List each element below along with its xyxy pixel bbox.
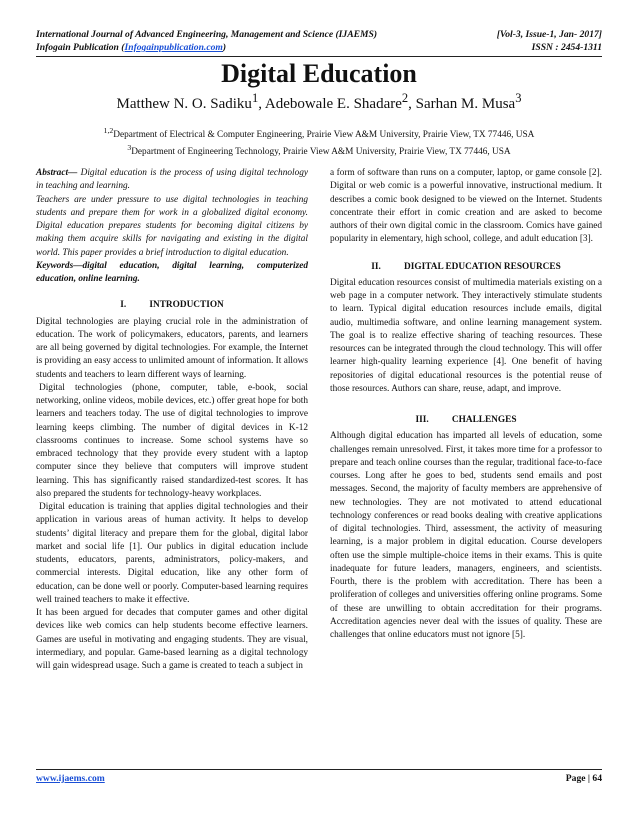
paragraph: Digital education is training that applies digital technologies and their application in various areas of human activity. It helps to develop students’ digital literacy and prepare them for the global, digital labor market and social life [1]. Our publics in digital education include students, educators, parents, administrators, policy-makers, and commercial interests. Digital education, like any other form of education, can be done well or poorly. Computer-based learning requires well trained teachers to make it effective. bbox=[36, 502, 308, 605]
section-heading-challenges: III. CHALLENGES bbox=[415, 415, 517, 426]
publisher: Infogain Publication (Infogainpublication.com) bbox=[36, 42, 227, 53]
paragraph: Although digital education has imparted all levels of education, some challenges remain unresolved. First, it takes more time for a professor to prepare and teach online courses than the regular, traditional face-to-face courses. Long after he goes to bed, students send emails and post messages. Second, the majority of faculty members are apprehensive of new technologies. They are not motivated to attend educational technology conferences or read books dealing with creative applications of digital technologies. Third, assessment, the activity of measuring learning, is a major problem in digital education. Course developers often use the simple multiple-choice items in their exams. This is quite inadequate for future leaders, managers, engineers, and scientists. Fourth, there is the problem with accreditation. There has been a proliferation of colleges and universities offering online programs. Some of these are unwilling to obtain accreditation for their programs. Accreditation agencies never deal with the issues of quality. These are challenges that online educators must not ignore [5]. bbox=[330, 431, 602, 641]
paragraph: a form of software than runs on a computer, laptop, or game console [2]. Digital or web comic is a powerful innovative, instructional medium. It describes a comic book designed to be viewed on the Internet. Students concentrate their effort in comic creation and are asked to become authors of their own digital comic in the classroom. Comics have gained popularity in elementary, high school, college, and adult education [3]. bbox=[330, 168, 602, 245]
running-header bbox=[36, 28, 602, 54]
paper-page bbox=[36, 28, 602, 673]
page-number: Page | 64 bbox=[565, 773, 602, 784]
volume-info: [Vol-3, Issue-1, Jan- 2017] bbox=[496, 29, 602, 40]
page-footer bbox=[36, 769, 602, 785]
abstract: Abstract— Digital education is the process of using digital technology in teaching and learning. bbox=[36, 168, 308, 192]
paragraph: Digital technologies (phone, computer, table, e-book, social networking, online videos, mobile devices, etc.) offer great hope for both learners and teachers today. The use of digital technologies to improve learning keeps climbing. The number of digital devices in K-12 classrooms continues to increase. Some school systems have so embraced technology that they provide every student with a laptop computer since they believe that computers will improve student learning. This has significantly raised standardized-test scores. It has also prepared the students for technology-heavy workplaces. bbox=[36, 382, 308, 499]
section-heading-resources: II. DIGITAL EDUCATION RESOURCES bbox=[371, 261, 561, 272]
journal-name: International Journal of Advanced Engineering, Management and Science (IJAEMS) bbox=[36, 29, 378, 40]
header-rule bbox=[36, 56, 602, 57]
footer-rule bbox=[36, 769, 602, 770]
issn: ISSN : 2454-1311 bbox=[531, 42, 602, 53]
paragraph: Digital education resources consist of multimedia materials existing on a web page in a computer network. They interactively stimulate students to learn. Typical digital education resources include emails, digital audio, multimedia software, and online learning management system. The goal is to realize effective sharing of teaching resources. These resources can be integrated through the cloud technology. This will offer learner high-quality learning experience [4]. One benefit of having repositories of digital educational resources is the potential reuse of those resources. Authors can share, reuse, adapt, and improve. bbox=[330, 277, 602, 394]
publisher-link[interactable]: Infogainpublication.com bbox=[124, 42, 223, 53]
body-columns bbox=[36, 167, 602, 673]
author-list: Matthew N. O. Sadiku$^1$, Adebowale E. Shadare$^2$, Sarhan M. Musa$^3$ bbox=[116, 91, 522, 112]
paper-title: Digital Education bbox=[221, 59, 417, 88]
keywords: Keywords—digital education, digital learning, computerized education, online learning. bbox=[36, 260, 308, 285]
section-heading-introduction: I. INTRODUCTION bbox=[120, 300, 224, 311]
affiliations bbox=[36, 125, 602, 158]
paragraph: It has been argued for decades that computer games and other digital devices like web comics can help students become effective learners. Games are useful in motivating and engaging students. They are visual, intermediary, and popular. Game-based learning as a digital technology will gain widespread usage. Such a game is created to teach a subject in bbox=[36, 608, 308, 672]
journal-url-link[interactable]: www.ijaems.com bbox=[36, 773, 105, 784]
paragraph: Digital technologies are playing crucial role in the administration of education. The work of policymakers, educators, parents, and learners are all being governed by digital technologies. For example, the Internet is providing an easy access to unlimited amount of information. It allows students and teachers to learn different ways of learning. bbox=[36, 316, 308, 380]
left-column bbox=[36, 167, 308, 673]
affiliation-1: $^{1,2}$Department of Electrical & Computer Engineering, Prairie View A&M University, Prairie View, TX 77446, USA bbox=[103, 126, 535, 141]
right-column bbox=[330, 167, 602, 673]
abstract-body: Teachers are under pressure to use digital technologies in teaching students and prepare them for work in a globalized digital economy. Digital education prepares students for becoming digital citizens by making them acquire skills for navigating and existing in the digital world. This paper provides a brief introduction to digital education. bbox=[36, 194, 308, 258]
affiliation-2: $^3$Department of Engineering Technology, Prairie View A&M University, Prairie View, TX 77446, USA bbox=[127, 142, 511, 157]
